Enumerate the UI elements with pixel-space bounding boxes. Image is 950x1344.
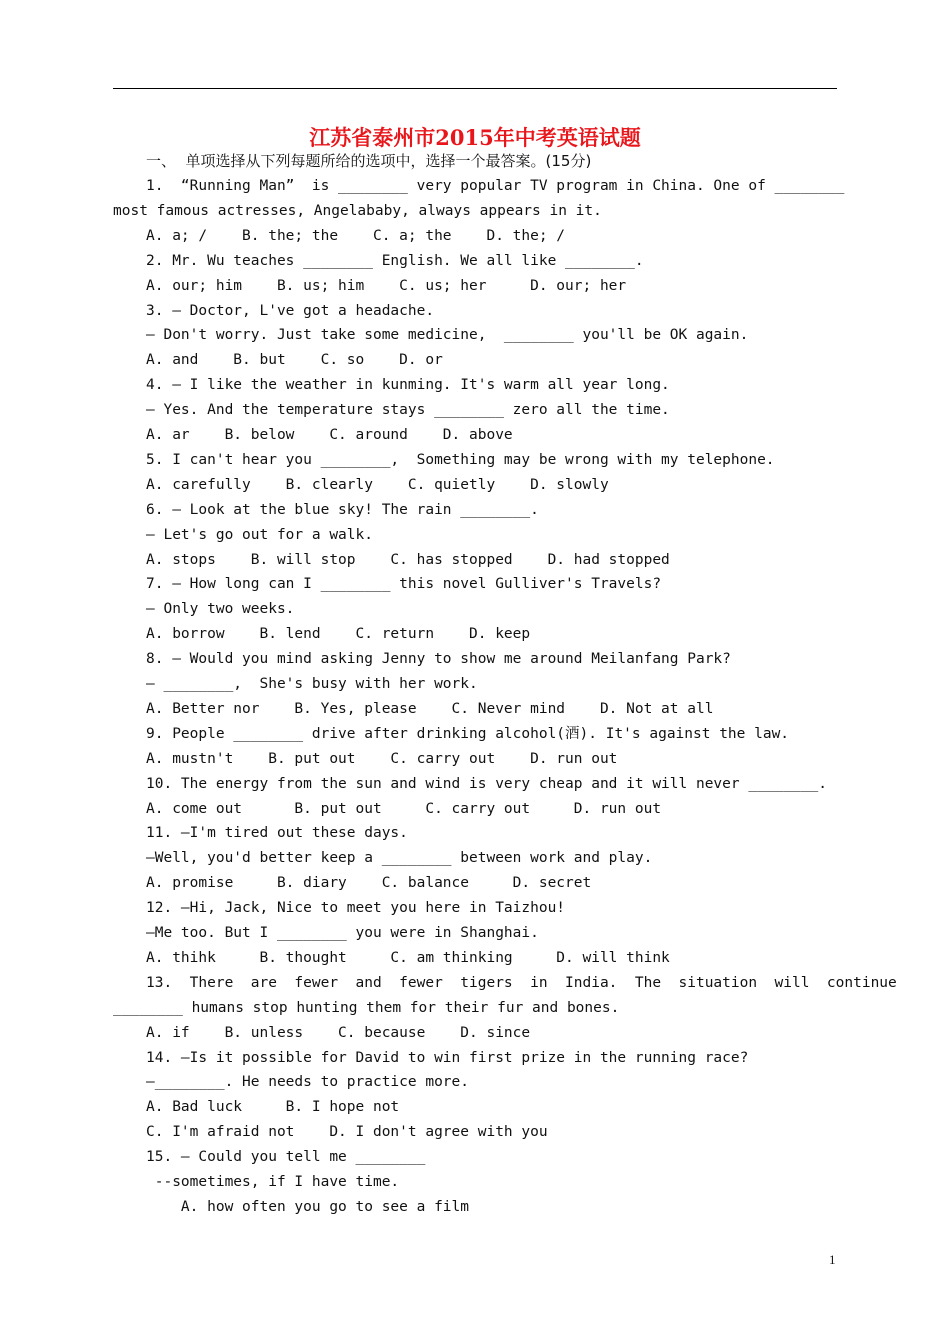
question-line: A. how often you go to see a film	[146, 1199, 470, 1215]
question-line: —Me too. But I ________ you were in Shanghai.	[146, 925, 539, 941]
question-line: C. I'm afraid not D. I don't agree with you	[146, 1124, 548, 1140]
question-line: 9. People ________ drive after drinking alcohol(酒). It's against the law.	[146, 726, 790, 742]
question-line: A. borrow B. lend C. return D. keep	[146, 626, 531, 642]
question-line: — ________, She's busy with her work.	[146, 676, 478, 692]
question-line: 14. —Is it possible for David to win first prize in the running race?	[146, 1050, 749, 1066]
question-line: A. Better nor B. Yes, please C. Never mind D. Not at all	[146, 701, 714, 717]
question-line: A. a; / B. the; the C. a; the D. the; /	[146, 228, 566, 244]
question-line: A. come out B. put out C. carry out D. run out	[146, 801, 662, 817]
question-line: most famous actresses, Angelababy, always appears in it.	[113, 203, 602, 219]
question-line: 15. — Could you tell me ________	[146, 1149, 426, 1165]
question-line: —Well, you'd better keep a ________ between work and play.	[146, 850, 653, 866]
question-line: 7. — How long can I ________ this novel Gulliver's Travels?	[146, 576, 662, 592]
question-line: A. our; him B. us; him C. us; her D. our; her	[146, 278, 627, 294]
question-line: A. Bad luck B. I hope not	[146, 1099, 400, 1115]
question-line: A. mustn't B. put out C. carry out D. run out	[146, 751, 618, 767]
question-line: 13. There are fewer and fewer tigers in India. The situation will continue	[146, 975, 897, 991]
question-line: A. thihk B. thought C. am thinking D. will think	[146, 950, 670, 966]
question-line: — Yes. And the temperature stays ________ zero all the time.	[146, 402, 670, 418]
question-line: 1. “Running Man” is ________ very popular TV program in China. One of ________	[146, 178, 845, 194]
question-line: --sometimes, if I have time.	[146, 1174, 400, 1190]
question-line: A. if B. unless C. because D. since	[146, 1025, 531, 1041]
question-line: 10. The energy from the sun and wind is very cheap and it will never ________.	[146, 776, 827, 792]
header-rule	[113, 88, 837, 89]
question-line: A. and B. but C. so D. or	[146, 352, 443, 368]
question-line: — Don't worry. Just take some medicine, ________ you'll be OK again.	[146, 327, 749, 343]
page-title: 江苏省泰州市2015年中考英语试题	[309, 125, 641, 150]
question-line: A. ar B. below C. around D. above	[146, 427, 513, 443]
question-line: —________. He needs to practice more.	[146, 1074, 470, 1090]
question-line: 12. —Hi, Jack, Nice to meet you here in Taizhou!	[146, 900, 566, 916]
question-line: A. stops B. will stop C. has stopped D. had stopped	[146, 552, 670, 568]
page-number: 1	[829, 1252, 836, 1267]
question-line: 8. — Would you mind asking Jenny to show me around Meilanfang Park?	[146, 651, 731, 667]
question-line: — Let's go out for a walk.	[146, 527, 373, 543]
question-line: A. promise B. diary C. balance D. secret	[146, 875, 592, 891]
question-line: 6. — Look at the blue sky! The rain ________.	[146, 502, 539, 518]
question-line: A. carefully B. clearly C. quietly D. slowly	[146, 477, 609, 493]
question-line: 2. Mr. Wu teaches ________ English. We all like ________.	[146, 253, 644, 269]
question-line: 4. — I like the weather in kunming. It's warm all year long.	[146, 377, 670, 393]
question-line: 5. I can't hear you ________, Something may be wrong with my telephone.	[146, 452, 775, 468]
question-line: 11. —I'm tired out these days.	[146, 825, 408, 841]
question-line: ________ humans stop hunting them for their fur and bones.	[113, 1000, 620, 1016]
question-line: — Only two weeks.	[146, 601, 295, 617]
section-heading: 一、 单项选择从下列每题所给的选项中，选择一个最答案。(15分)	[146, 152, 592, 170]
question-line: 3. — Doctor, L've got a headache.	[146, 303, 435, 319]
